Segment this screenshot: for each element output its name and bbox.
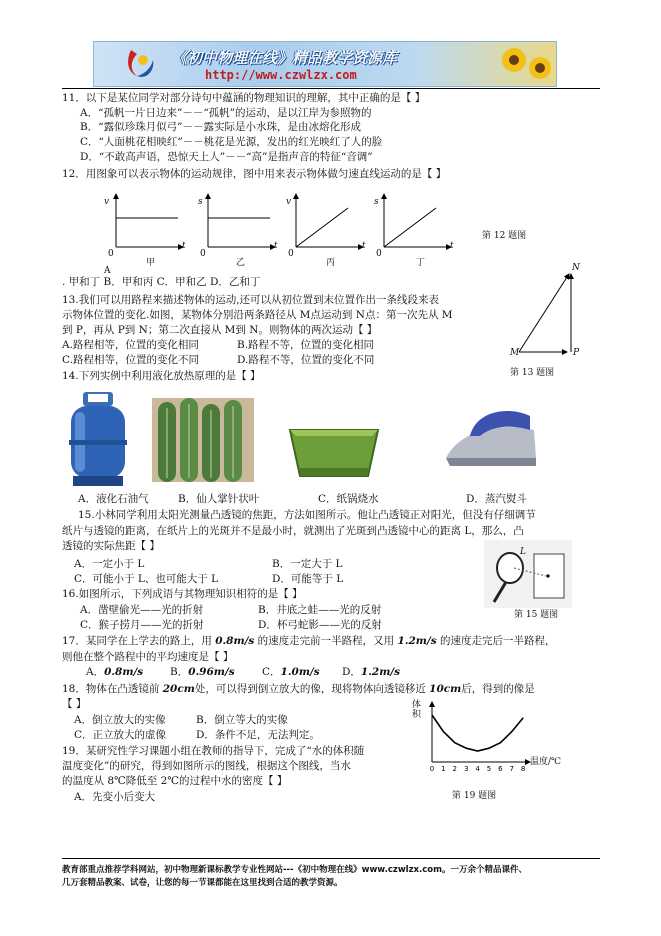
q19-volume-curve	[432, 715, 523, 751]
q16-option-b: B．井底之蛙——光的反射	[258, 604, 382, 616]
q19-x-tick-label: 2	[452, 765, 458, 773]
graph-yi	[208, 194, 275, 247]
header-title: 《初中物理在线》精品教学资源库	[172, 49, 398, 67]
q17-option-d: D．1.2m/s	[342, 666, 401, 678]
q19-option-a: A．先变小后变大	[74, 791, 156, 803]
q13-label-m: M	[510, 348, 520, 358]
q19-x-tick-label: 5	[486, 765, 492, 773]
q15-caption: 第 15 题图	[514, 610, 559, 620]
lens-focus-image	[484, 540, 572, 608]
q16-option-c: C．猴子捞月——光的折射	[80, 619, 204, 631]
q19-line2: 温度变化”的研究，得到如图所示的图线，根据这个图线，当水	[62, 760, 351, 772]
q11-option-a: A．“孤帆一片日边来”－－“孤帆”的运动，是以江岸为参照物的	[80, 107, 372, 119]
q12-letter-a: A	[104, 266, 111, 276]
footer-rule	[62, 858, 600, 859]
q14-option-a: A．液化石油气	[78, 493, 149, 505]
q19-line3: 的温度从 8℃降低至 2℃的过程中水的密度【 】	[62, 775, 288, 787]
sunflower-decoration	[498, 44, 554, 84]
q19-x-tick-label: 0	[429, 765, 435, 773]
q15-option-a: A．一定小于 L	[74, 558, 145, 570]
q13-option-b: B.路程不等，位置的变化相同	[237, 339, 375, 351]
graph-bing-origin: 0	[288, 249, 294, 259]
q18-option-b: B．倒立等大的实像	[196, 714, 288, 726]
graph-ding-y-label: s	[374, 197, 379, 207]
q18-option-a: A．倒立放大的实像	[74, 714, 166, 726]
q18-option-d: D．条件不足，无法判定。	[196, 729, 320, 741]
graph-bing-name: 丙	[326, 258, 336, 268]
q15-line3: 透镜的实际焦距【 】	[62, 540, 160, 552]
q15-option-d: D．可能等于 L	[272, 573, 344, 585]
q17-line2: 则他在整个路程中的平均速度是【 】	[62, 651, 234, 663]
graph-yi-y-label: s	[198, 197, 203, 207]
q11-option-b: B．“露似珍珠月似弓”－－露实际是小水珠，是由冰熔化形成	[80, 121, 361, 133]
q12-stem: 12．用图象可以表示物体的运动规律，图中用来表示物体做匀速直线运动的是【 】	[62, 168, 447, 180]
q15-line1: 15.小林同学利用太阳光测量凸透镜的焦距，方法如图所示。他让凸透镜正对阳光，但没有仔细调节	[78, 509, 536, 521]
q17-option-a: A．0.8m/s	[86, 666, 144, 678]
q19-x-tick-label: 3	[463, 765, 469, 773]
graph-jia	[116, 194, 183, 247]
gas-cylinder-image	[63, 390, 133, 490]
q15-option-c: C．可能小于 L、也可能大于 L	[74, 573, 219, 585]
q17-line1: 17．某同学在上学去的路上，用 0.8m/s 的速度走完前一半路程，又用 1.2m/s 的速度走完后一半路程，	[62, 635, 556, 647]
paper-pot-image	[284, 420, 384, 480]
footer-line2: 几万套精品教案、试卷，让您的每一节课都能在这里找到合适的教学资源。	[62, 878, 343, 888]
header-url[interactable]: http://www.czwlzx.com	[205, 68, 357, 82]
q11-stem: 11．以下是某位同学对部分诗句中蕴涵的物理知识的理解，其中正确的是【 】	[62, 92, 426, 104]
q18-line1: 18．物体在凸透镜前 20cm处，可以得到倒立放大的像，现将物体向透镜移近 10cm后，得到的像是	[62, 683, 535, 695]
q13-line1: 13.我们可以用路程来描述物体的运动,还可以从初位置到末位置作出一条线段来表	[62, 294, 440, 306]
graph-bing	[296, 194, 363, 247]
q16-stem: 16.如图所示，下列成语与其物理知识相符的是【 】	[62, 588, 303, 600]
q15-line2: 纸片与透镜的距离，在纸片上的光斑并不是最小时，就测出了光斑到凸透镜中心的距离 L，那么，凸	[62, 525, 524, 537]
graph-yi-x-label: t	[274, 241, 278, 251]
q13-line3: 到 P，再从 P到 N；第二次直接从 M到 N。则物体的两次运动【 】	[62, 324, 378, 336]
q18-option-c: C．正立放大的虚像	[74, 729, 167, 741]
q17-option-b: B．0.96m/s	[170, 666, 235, 678]
q19-x-tick-label: 7	[509, 765, 515, 773]
q16-option-a: A．凿壁偷光——光的折射	[80, 604, 204, 616]
logo	[123, 46, 157, 80]
graph-ding-name: 丁	[416, 258, 426, 268]
q11-option-c: C．“人面桃花相映红”－－桃花是光源，发出的红光映红了人的脸	[80, 136, 383, 148]
q14-option-b: B．仙人掌针状叶	[178, 493, 260, 505]
q14-stem: 14.下列实例中利用液化放热原理的是【 】	[62, 370, 261, 382]
q13-label-p: P	[573, 348, 580, 358]
q12-options: . 甲和丁 B．甲和丙 C．甲和乙 D．乙和丁	[62, 276, 261, 288]
graph-jia-name: 甲	[146, 258, 156, 268]
q13-label-n: N	[572, 263, 580, 273]
q13-option-a: A.路程相等，位置的变化相同	[62, 339, 199, 351]
graph-bing-x-label: t	[362, 241, 366, 251]
q18-bracket: 【 】	[62, 698, 87, 710]
q16-option-d: D．杯弓蛇影——光的反射	[258, 619, 382, 631]
q14-option-c: C．纸锅烧水	[318, 493, 379, 505]
q19-y-label: 体积	[412, 700, 422, 720]
q19-x-tick-label: 1	[441, 765, 446, 773]
q13-caption: 第 13 题图	[510, 368, 555, 378]
q19-chart	[412, 696, 572, 786]
graph-jia-y-label: v	[104, 197, 110, 207]
graph-jia-origin: 0	[108, 249, 114, 259]
q19-x-tick-label: 8	[520, 765, 526, 773]
graph-yi-origin: 0	[200, 249, 206, 259]
q13-option-d: D.路程不等，位置的变化不同	[237, 354, 375, 366]
graph-jia-x-label: t	[182, 241, 186, 251]
q13-option-c: C.路程相等，位置的变化不同	[62, 354, 199, 366]
graph-bing-y-label: v	[286, 197, 292, 207]
graph-ding	[384, 194, 451, 247]
q11-option-d: D．“不敢高声语，恐惊天上人”－－“高”是指声音的特征“音调”	[80, 151, 373, 163]
q19-x-tick-label: 4	[475, 765, 480, 773]
footer-line1: 教育部重点推荐学科网站，初中物理新课标教学专业性网站---《初中物理在线》www.czwlzx.com。一万余个精品课件、	[62, 865, 527, 875]
q14-option-d: D．蒸汽熨斗	[466, 493, 527, 505]
q19-line1: 19．某研究性学习课题小组在教师的指导下，完成了“水的体积随	[62, 745, 365, 757]
q19-x-tick-label: 6	[498, 765, 503, 773]
q15-option-b: B．一定大于 L	[272, 558, 343, 570]
graph-ding-x-label: t	[450, 241, 454, 251]
q19-x-label: 温度/℃	[530, 757, 562, 767]
cactus-image	[152, 398, 254, 482]
graph-yi-name: 乙	[236, 258, 246, 268]
q15-label-l: L	[520, 547, 526, 557]
q12-caption: 第 12 题图	[482, 231, 527, 241]
q19-caption: 第 19 题图	[452, 791, 497, 801]
steam-iron-image	[440, 400, 540, 476]
q13-line2: 示物体位置的变化.如图，某物体分别沿两条路径从 M点运动到 N点：第一次先从 M	[62, 309, 453, 321]
header-rule	[62, 88, 600, 89]
graph-ding-origin: 0	[376, 249, 382, 259]
q17-option-c: C．1.0m/s	[262, 666, 320, 678]
